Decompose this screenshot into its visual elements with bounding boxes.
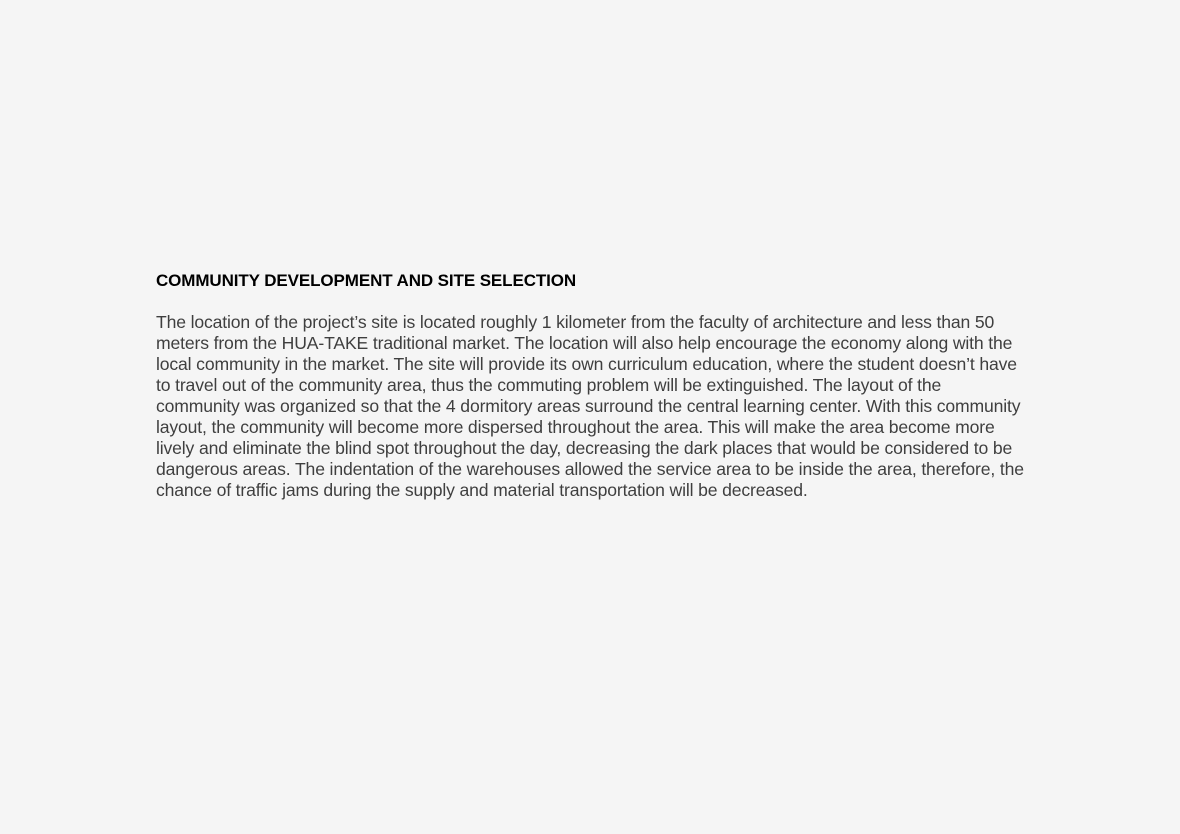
text-section	[156, 270, 1026, 501]
section-heading: COMMUNITY DEVELOPMENT AND SITE SELECTION	[156, 271, 577, 290]
section-body: The location of the project’s site is located roughly 1 kilometer from the faculty of architecture and less than 50 meters from the HUA-TAKE traditional market. The location will also help encourage the economy along with the local community in the market. The site will provide its own curriculum education, where the student doesn’t have to travel out of the community area, thus the commuting problem will be extinguished. The layout of the community was organized so that the 4 dormitory areas surround the central learning center. With this community layout, the community will become more dispersed throughout the area. This will make the area become more lively and eliminate the blind spot throughout the day, decreasing the dark places that would be considered to be dangerous areas. The indentation of the warehouses allowed the service area to be inside the area, therefore, the chance of traffic jams during the supply and material transportation will be decreased.	[156, 312, 1024, 500]
